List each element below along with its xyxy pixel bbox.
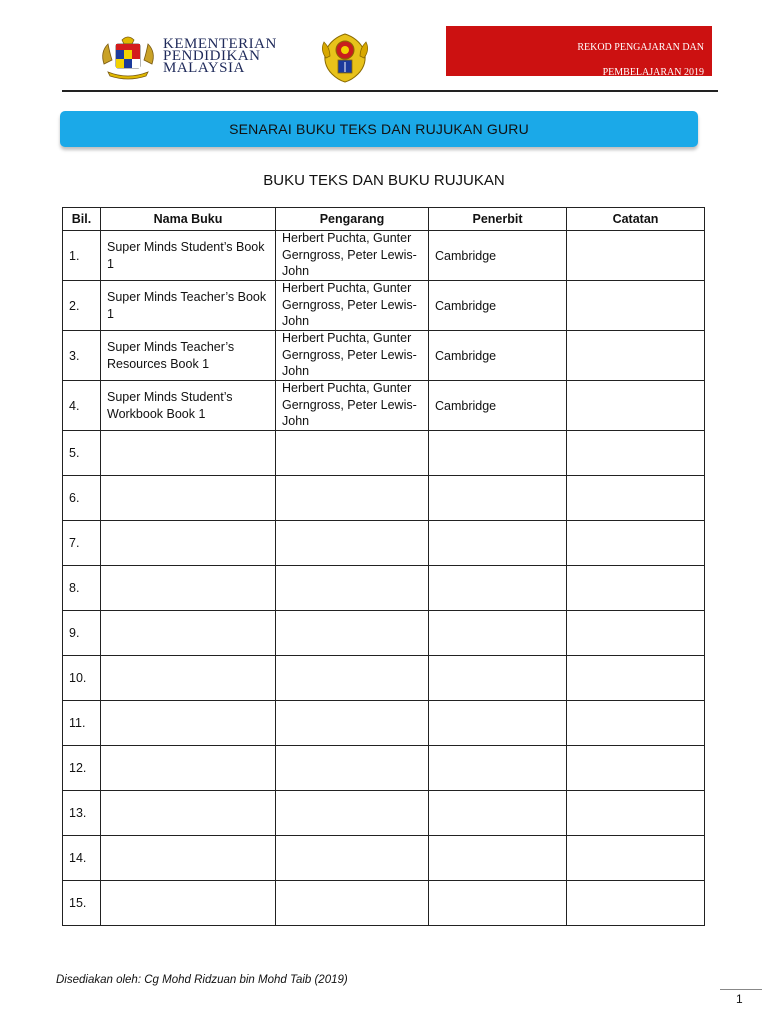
cell-pengarang <box>276 476 429 521</box>
book-title: Super Minds Student’s Workbook Book 1 <box>107 389 233 421</box>
cell-penerbit: Cambridge <box>429 281 567 331</box>
header-catatan: Catatan <box>567 208 705 231</box>
book-author: Herbert Puchta, Gunter Gerngross, Peter Lewis-John <box>282 231 417 279</box>
book-title: Super Minds Student’s Book 1 <box>107 239 265 271</box>
book-title: Super Minds Teacher’s Book 1 <box>107 289 267 321</box>
cell-nama-buku <box>101 331 276 381</box>
cell-catatan <box>567 611 705 656</box>
table-row <box>63 791 705 836</box>
cell-nama-buku <box>101 791 276 836</box>
cell-pengarang <box>276 566 429 611</box>
table-row <box>63 656 705 701</box>
ministry-line-3: MALAYSIA <box>163 60 245 76</box>
cell-nama-buku <box>101 431 276 476</box>
table-row <box>63 231 705 281</box>
cell-penerbit <box>429 791 567 836</box>
cell-catatan <box>567 331 705 381</box>
record-box <box>446 26 712 76</box>
cell-penerbit <box>429 701 567 746</box>
cell-nama-buku <box>101 521 276 566</box>
header-bil: Bil. <box>63 208 101 231</box>
prepared-by-note: Disediakan oleh: Cg Mohd Ridzuan bin Mohd Taib (2019) <box>56 974 348 986</box>
cell-catatan <box>567 836 705 881</box>
cell-penerbit <box>429 521 567 566</box>
cell-penerbit <box>429 656 567 701</box>
book-author: Herbert Puchta, Gunter Gerngross, Peter Lewis-John <box>282 381 417 429</box>
cell-catatan <box>567 701 705 746</box>
cell-bil: 14. <box>63 836 101 881</box>
section-subtitle: BUKU TEKS DAN BUKU RUJUKAN <box>263 172 505 189</box>
cell-bil: 5. <box>63 431 101 476</box>
cell-bil: 12. <box>63 746 101 791</box>
cell-catatan <box>567 746 705 791</box>
cell-bil: 1. <box>63 231 101 281</box>
cell-bil: 11. <box>63 701 101 746</box>
table-row <box>63 881 705 926</box>
cell-catatan <box>567 431 705 476</box>
cell-pengarang <box>276 791 429 836</box>
books-table <box>62 207 705 926</box>
table-row <box>63 476 705 521</box>
ministry-line-2: PENDIDIKAN <box>163 48 261 64</box>
cell-nama-buku <box>101 746 276 791</box>
cell-penerbit <box>429 746 567 791</box>
cell-nama-buku <box>101 476 276 521</box>
cell-pengarang <box>276 656 429 701</box>
ministry-line-1: KEMENTERIAN <box>163 36 277 52</box>
ministry-name <box>163 38 277 74</box>
table-row <box>63 331 705 381</box>
header-nama-buku: Nama Buku <box>101 208 276 231</box>
table-row <box>63 521 705 566</box>
cell-catatan <box>567 381 705 431</box>
cell-nama-buku <box>101 836 276 881</box>
cell-pengarang <box>276 331 429 381</box>
cell-nama-buku <box>101 881 276 926</box>
cell-pengarang <box>276 836 429 881</box>
record-box-line-2: PEMBELAJARAN 2019 <box>602 67 704 78</box>
cell-catatan <box>567 656 705 701</box>
cell-bil: 2. <box>63 281 101 331</box>
cell-penerbit <box>429 431 567 476</box>
cell-catatan <box>567 521 705 566</box>
page-number: 1 <box>736 992 743 1006</box>
malaysia-coat-of-arms-logo <box>98 34 158 82</box>
cell-catatan <box>567 476 705 521</box>
cell-pengarang <box>276 521 429 566</box>
cell-penerbit: Cambridge <box>429 231 567 281</box>
cell-penerbit: Cambridge <box>429 381 567 431</box>
cell-pengarang <box>276 881 429 926</box>
header-divider <box>62 90 718 92</box>
page-title-banner <box>60 111 698 147</box>
cell-penerbit <box>429 836 567 881</box>
cell-nama-buku <box>101 611 276 656</box>
record-box-line-1: REKOD PENGAJARAN DAN <box>577 42 704 53</box>
cell-nama-buku <box>101 566 276 611</box>
table-header-row <box>63 208 705 231</box>
table-row <box>63 566 705 611</box>
cell-bil: 13. <box>63 791 101 836</box>
cell-nama-buku <box>101 381 276 431</box>
page-title: SENARAI BUKU TEKS DAN RUJUKAN GURU <box>229 121 529 137</box>
cell-bil: 7. <box>63 521 101 566</box>
book-author: Herbert Puchta, Gunter Gerngross, Peter Lewis-John <box>282 281 417 329</box>
cell-bil: 4. <box>63 381 101 431</box>
cell-bil: 8. <box>63 566 101 611</box>
cell-penerbit <box>429 881 567 926</box>
table-row <box>63 431 705 476</box>
cell-bil: 15. <box>63 881 101 926</box>
cell-bil: 9. <box>63 611 101 656</box>
cell-pengarang <box>276 381 429 431</box>
cell-pengarang <box>276 746 429 791</box>
cell-penerbit: Cambridge <box>429 331 567 381</box>
cell-pengarang <box>276 231 429 281</box>
header-penerbit: Penerbit <box>429 208 567 231</box>
cell-catatan <box>567 566 705 611</box>
book-title: Super Minds Teacher’s Resources Book 1 <box>107 339 235 371</box>
cell-pengarang <box>276 281 429 331</box>
page-number-divider <box>720 989 762 990</box>
cell-penerbit <box>429 611 567 656</box>
cell-pengarang <box>276 431 429 476</box>
cell-catatan <box>567 231 705 281</box>
table-row <box>63 611 705 656</box>
cell-pengarang <box>276 611 429 656</box>
header-pengarang: Pengarang <box>276 208 429 231</box>
cell-penerbit <box>429 566 567 611</box>
cell-nama-buku <box>101 656 276 701</box>
cell-nama-buku <box>101 701 276 746</box>
school-crest-logo <box>318 30 372 84</box>
table-row <box>63 836 705 881</box>
table-row <box>63 381 705 431</box>
cell-nama-buku <box>101 281 276 331</box>
cell-catatan <box>567 881 705 926</box>
cell-catatan <box>567 791 705 836</box>
cell-penerbit <box>429 476 567 521</box>
cell-pengarang <box>276 701 429 746</box>
cell-bil: 3. <box>63 331 101 381</box>
cell-bil: 10. <box>63 656 101 701</box>
book-author: Herbert Puchta, Gunter Gerngross, Peter Lewis-John <box>282 331 417 379</box>
cell-nama-buku <box>101 231 276 281</box>
table-row <box>63 281 705 331</box>
table-row <box>63 746 705 791</box>
cell-catatan <box>567 281 705 331</box>
table-row <box>63 701 705 746</box>
cell-bil: 6. <box>63 476 101 521</box>
